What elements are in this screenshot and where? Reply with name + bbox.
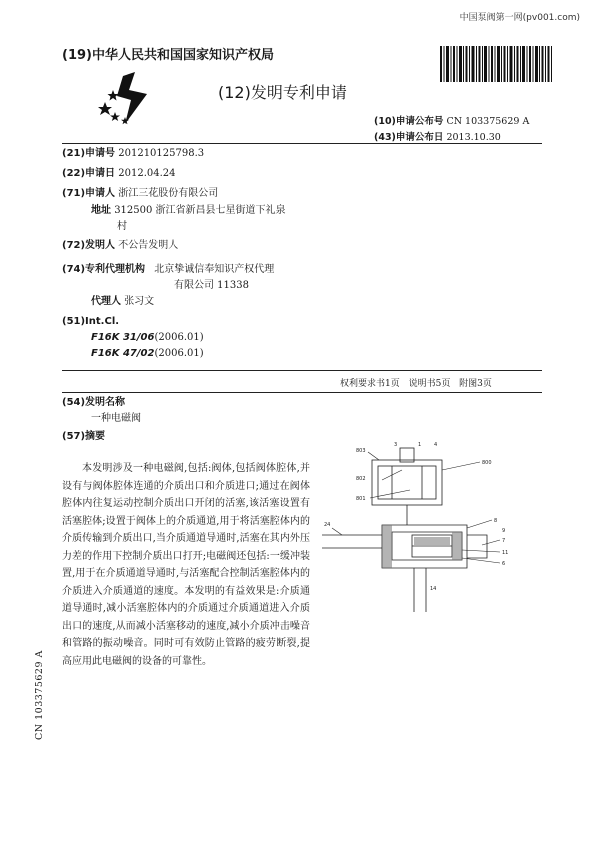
applicant-label: (71)申请人 [62, 188, 116, 199]
patent-agency [62, 262, 274, 277]
classification-year: (2006.01) [154, 332, 204, 343]
agent-value: 张习文 [124, 296, 155, 307]
section-divider [62, 392, 542, 393]
figure-label: 800 [482, 460, 492, 466]
figure-label: 14 [430, 586, 437, 592]
figure-label: 802 [356, 476, 366, 482]
agent-label: 代理人 [91, 296, 121, 307]
abstract-label [62, 429, 105, 444]
application-date-label: (22)申请日 [62, 168, 116, 179]
classification-code: F16K 47/02 [91, 348, 155, 359]
classification-item [91, 330, 204, 345]
int-cl-label: (51)Int.Cl. [62, 316, 120, 327]
classification-code: F16K 31/06 [91, 332, 155, 343]
agency-line-1: 北京挚诚信奉知识产权代理 [154, 264, 275, 275]
publication-number [374, 113, 529, 127]
page-counts: 权利要求书1页 说明书5页 附图3页 [340, 379, 492, 389]
abstract-text: 本发明涉及一种电磁阀,包括:阀体,包括阀体腔体,并设有与阀体腔体连通的介质出口和介质进口;通过在阀体腔体内往复运动控制介质出口开闭的活塞,该活塞设置有活塞腔体;设置于阀体上的介质通道,用于将活塞腔体内的介质传输到介质出口,当介质通道导通时,活塞在其内外压力差的作用下控制介质出口打开;电磁阀还包括:一缓冲装置,用于在介质通道导通时,与活塞配合控制活塞腔体内的介质进入介质通道的速度。本发明的有益效果是:介质通道导通时,减小活塞腔体内的介质通过介质通道进入介质出口的速度,从而减小活塞移动的速度,减小介质冲击噪音和管路的振动噪音。同时可有效防止管路的疲劳断裂,提高应用此电磁阀的设备的可靠性。 [62, 463, 310, 667]
barcode [440, 46, 552, 82]
publication-date-label: (43)申请公布日 [374, 132, 444, 143]
figure-label: 801 [356, 496, 366, 502]
inventor [62, 238, 178, 253]
figure-label: 8 [494, 518, 498, 524]
site-watermark: 中国泵阀第一网(pv001.com) [459, 13, 580, 23]
publication-date [374, 129, 501, 143]
document-title: (12)发明专利申请 [218, 83, 347, 102]
section-divider [62, 370, 542, 371]
classification-item [91, 346, 204, 361]
invention-title: 一种电磁阀 [91, 413, 141, 424]
address-label: 地址 [91, 205, 111, 216]
application-date [62, 166, 176, 181]
figure-label: 4 [434, 442, 438, 448]
application-number-label: (21)申请号 [62, 148, 116, 159]
inventor-label: (72)发明人 [62, 240, 116, 251]
patent-office-emblem-icon [95, 68, 153, 126]
publication-date-value: 2013.10.30 [446, 132, 501, 143]
applicant-name: 浙江三花股份有限公司 [118, 188, 219, 199]
invention-title-heading: (54)发明名称 [62, 397, 126, 408]
figure-label: 9 [502, 528, 506, 534]
address-line-1: 312500 浙江省新昌县七星街道下礼泉 [114, 205, 286, 216]
figure-label: 11 [502, 550, 509, 556]
application-number [62, 146, 204, 161]
classification-year: (2006.01) [154, 348, 204, 359]
agency-line-2: 有限公司 11338 [174, 280, 249, 291]
classification-label [62, 314, 119, 329]
figure-label: 7 [502, 538, 506, 544]
figure-label: 3 [394, 442, 398, 448]
patent-office-name: (19)中华人民共和国国家知识产权局 [62, 48, 274, 63]
publication-number-value: CN 103375629 A [446, 116, 530, 127]
agent [91, 294, 154, 309]
solenoid-valve-drawing [322, 440, 562, 615]
application-date-value: 2012.04.24 [118, 168, 176, 179]
header-divider [62, 143, 542, 144]
figure-label: 1 [418, 442, 422, 448]
abstract-heading: (57)摘要 [62, 431, 106, 442]
agency-label: (74)专利代理机构 [62, 264, 146, 275]
figure-label: 24 [324, 522, 331, 528]
publication-number-label: (10)申请公布号 [374, 116, 444, 127]
application-number-value: 201210125798.3 [118, 148, 205, 159]
applicant-address [91, 203, 286, 218]
side-publication-number: CN 103375629 A [34, 650, 45, 740]
address-line-2: 村 [117, 221, 127, 232]
applicant [62, 186, 218, 201]
figure-label: 803 [356, 448, 366, 454]
inventor-value: 不公告发明人 [118, 240, 179, 251]
invention-title-label [62, 395, 125, 410]
figure-label: 6 [502, 561, 506, 567]
